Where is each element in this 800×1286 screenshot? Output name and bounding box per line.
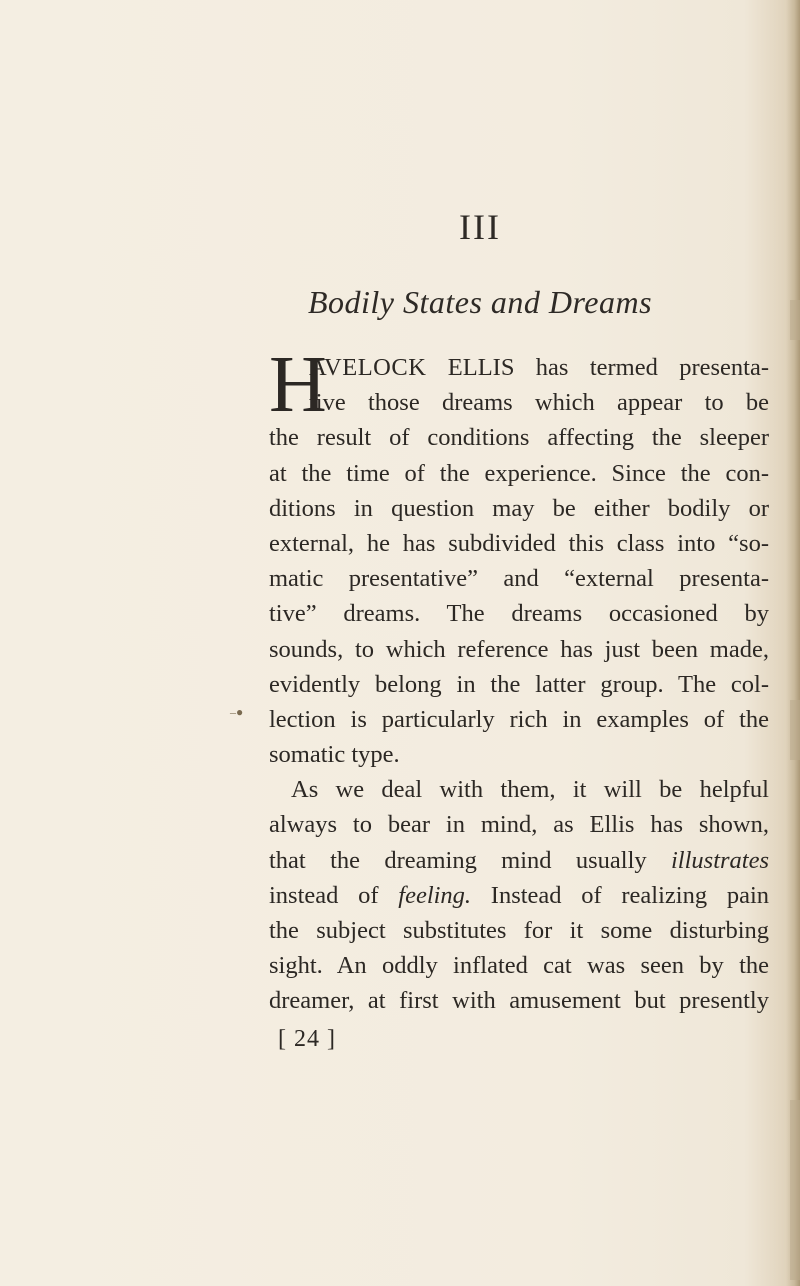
page-edge-mark — [790, 700, 800, 760]
text-line — [269, 350, 769, 385]
drop-cap: H — [269, 341, 327, 429]
text-line — [269, 878, 769, 913]
text-line: matic presentative” and “external presenta- — [269, 565, 769, 593]
page-edge-shadow — [786, 0, 800, 1286]
margin-mark-icon: –● — [230, 705, 244, 719]
text-line-content: ELLIS has termed presenta- — [447, 354, 769, 381]
text-segment: instead of — [269, 881, 379, 909]
text-line: always to bear in mind, as Ellis has shown, — [269, 811, 769, 839]
text-line: the subject substitutes for it some disturbing — [269, 917, 769, 944]
text-line: somatic type. — [269, 741, 400, 769]
text-line: tive those dreams which appear to be — [309, 389, 769, 417]
first-word-small-caps: AVELOCK — [309, 354, 427, 381]
italic-word: illustrates — [671, 846, 770, 874]
text-line: the result of conditions affecting the sleeper — [269, 424, 769, 452]
text-line: dreamer, at first with amusement but presently — [269, 987, 769, 1015]
text-segment: Instead of realizing pain — [490, 881, 770, 909]
text-line: external, he has subdivided this class into “so- — [269, 529, 769, 557]
text-line: evidently belong in the latter group. The col- — [269, 670, 769, 698]
text-line: lection is particularly rich in examples of the — [269, 705, 769, 733]
page-edge-mark — [790, 1100, 800, 1280]
body-text — [269, 341, 770, 1019]
text-line: sight. An oddly inflated cat was seen by the — [269, 952, 769, 980]
italic-word: feeling. — [398, 881, 472, 909]
text-line: tive” dreams. The dreams occasioned by — [269, 600, 769, 628]
text-segment: that the dreaming mind usually — [269, 846, 647, 874]
page-number: [ 24 ] — [278, 1026, 336, 1052]
text-line: at the time of the experience. Since the con- — [269, 459, 769, 487]
chapter-title: Bodily States and Dreams — [307, 284, 653, 320]
text-line: sounds, to which reference has just been made, — [269, 635, 769, 663]
chapter-number: III — [459, 207, 501, 247]
text-line — [269, 843, 769, 878]
text-line: ditions in question may be either bodily or — [269, 494, 769, 522]
text-line: As we deal with them, it will be helpful — [291, 776, 769, 804]
